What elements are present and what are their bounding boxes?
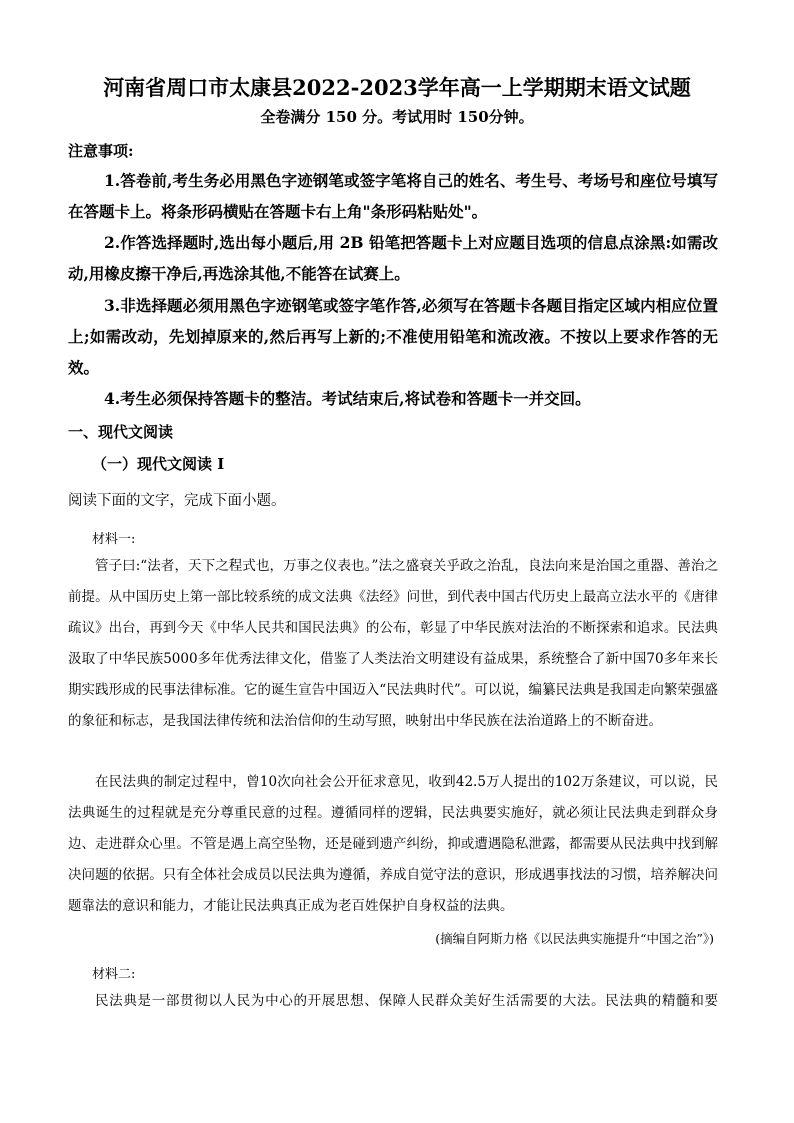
- material-one-label: 材料一:: [92, 532, 136, 547]
- instruction-item-3: 3.非选择题必须用黑色字迹钢笔或签字笔作答,必须写在答题卡各题目指定区域内相应位置上;如需改动，先划掉原来的,然后再写上新的;不准使用铅笔和流改液。不按以上要求作答的无效。: [68, 296, 718, 377]
- section-heading-modern-reading: 一、现代文阅读: [68, 423, 174, 441]
- instruction-item-2: 2.作答选择题时,选出每小题后,用 2B 铅笔把答题卡上对应题目选项的信息点涂黑:如需改动,用橡皮擦干净后,再选涂其他,不能答在试赛上。: [68, 233, 718, 283]
- notice-heading: 注意事项:: [68, 142, 134, 160]
- reading-prompt: 阅读下面的文字，完成下面小题。: [68, 493, 286, 509]
- page-title: 河南省周口市太康县2022-2023学年高一上学期期末语文试题: [103, 75, 691, 100]
- exam-info-subtitle: 全卷满分 150 分。考试用时 150分钟。: [260, 108, 534, 126]
- subsection-heading-reading-1: （一）现代文阅读 I: [92, 455, 225, 473]
- instruction-item-1: 1.答卷前,考生务必用黑色字迹钢笔或签字笔将自己的姓名、考生号、考场号和座位号填写在答题卡上。将条形码横贴在答题卡右上角"条形码粘贴处"。: [68, 171, 718, 221]
- material-one-paragraph-1: 管子曰:“法者，天下之程式也，万事之仪表也。”法之盛衰关乎政之治乱，良法向来是治国之重器、善治之前提。从中国历史上第一部比较系统的成文法典《法经》问世，到代表中国古代历史上最高立法水平的《唐律疏议》出台，再到今天《中华人民共和国民法典》的公布，彰显了中华民族对法治的不断探索和追求。民法典汲取了中华民族5000多年优秀法律文化，借鉴了人类法治文明建设有益成果，系统整合了新中国70多年来长期实践形成的民事法律标准。它的诞生宣告中国迈入“民法典时代”。可以说，编纂民法典是我国走向繁荣强盛的象征和标志，是我国法律传统和法治信仰的生动写照，映射出中华民族在法治道路上的不断奋进。: [68, 558, 718, 729]
- material-two-paragraph: 民法典是一部贯彻以人民为中心的开展思想、保障人民群众美好生活需要的大法。民法典的精髓和要: [95, 993, 718, 1009]
- material-one-source: (摘编自阿斯力格《以民法典实施提升“中国之治”》): [435, 931, 714, 946]
- material-one-paragraph-2: 在民法典的制定过程中，曾10次向社会公开征求意见，收到42.5万人提出的102万条建议，可以说，民法典诞生的过程就是充分尊重民意的过程。遵循同样的逻辑，民法典要实施好，就必须让民法典走到群众身边、走进群众心里。不管是遇上高空坠物，还是碰到遗产纠纷，抑或遭遇隐私泄露，都需要从民法典中找到解决问题的依据。只有全体社会成员以民法典为遵循，养成自觉守法的意识，形成遇事找法的习惯，培养解决问题靠法的意识和能力，才能让民法典真正成为老百姓保护自身权益的法典。: [68, 774, 718, 914]
- instruction-item-4: 4.考生必须保持答题卡的整洁。考试结束后,将试卷和答题卡一并交回。: [104, 389, 591, 408]
- material-two-label: 材料二:: [92, 967, 136, 982]
